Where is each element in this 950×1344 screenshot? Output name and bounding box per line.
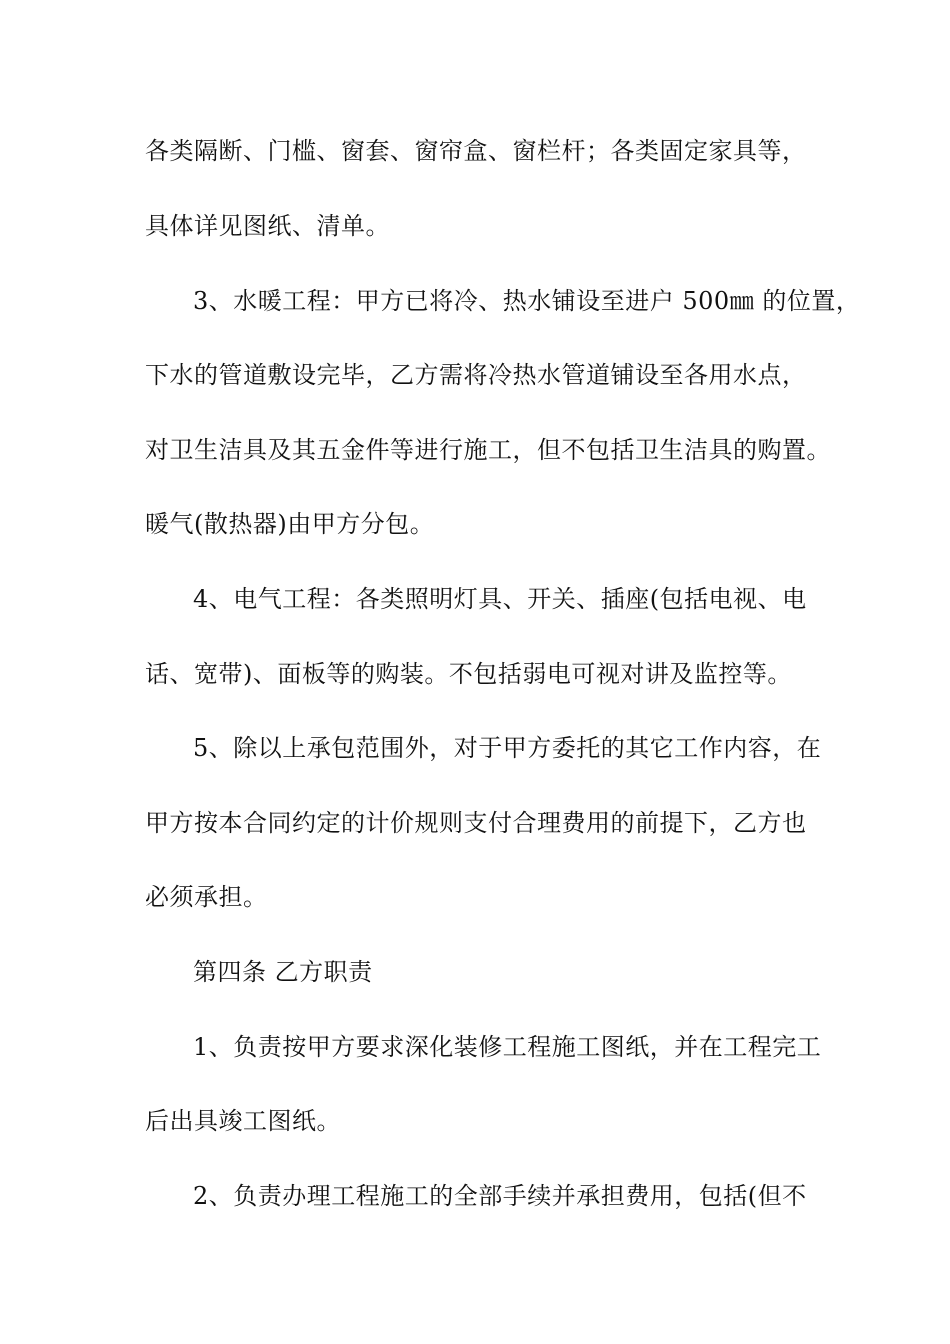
text-line: 后出具竣工图纸。 [145, 1107, 341, 1135]
text-line: 1、负责按甲方要求深化装修工程施工图纸，并在工程完工 [193, 1033, 822, 1061]
text-line: 4、电气工程：各类照明灯具、开关、插座(包括电视、电 [193, 585, 807, 613]
text-line: 话、宽带)、面板等的购装。不包括弱电可视对讲及监控等。 [145, 660, 792, 688]
section-heading: 第四条 乙方职责 [193, 958, 373, 986]
text-line: 各类隔断、门槛、窗套、窗帘盒、窗栏杆；各类固定家具等， [145, 137, 807, 165]
text-line: 5、除以上承包范围外，对于甲方委托的其它工作内容，在 [193, 734, 822, 762]
text-line: 必须承担。 [145, 883, 268, 911]
text-line: 甲方按本合同约定的计价规则支付合理费用的前提下，乙方也 [145, 809, 807, 837]
text-line: 具体详见图纸、清单。 [145, 212, 390, 240]
text-line: 暖气(散热器)由甲方分包。 [145, 510, 435, 538]
text-line: 对卫生洁具及其五金件等进行施工，但不包括卫生洁具的购置。 [145, 436, 831, 464]
text-line: 2、负责办理工程施工的全部手续并承担费用，包括(但不 [193, 1182, 807, 1210]
text-line: 下水的管道敷设完毕，乙方需将冷热水管道铺设至各用水点， [145, 361, 807, 389]
text-line: 3、水暖工程：甲方已将冷、热水铺设至进户 500㎜ 的位置， [193, 287, 861, 315]
